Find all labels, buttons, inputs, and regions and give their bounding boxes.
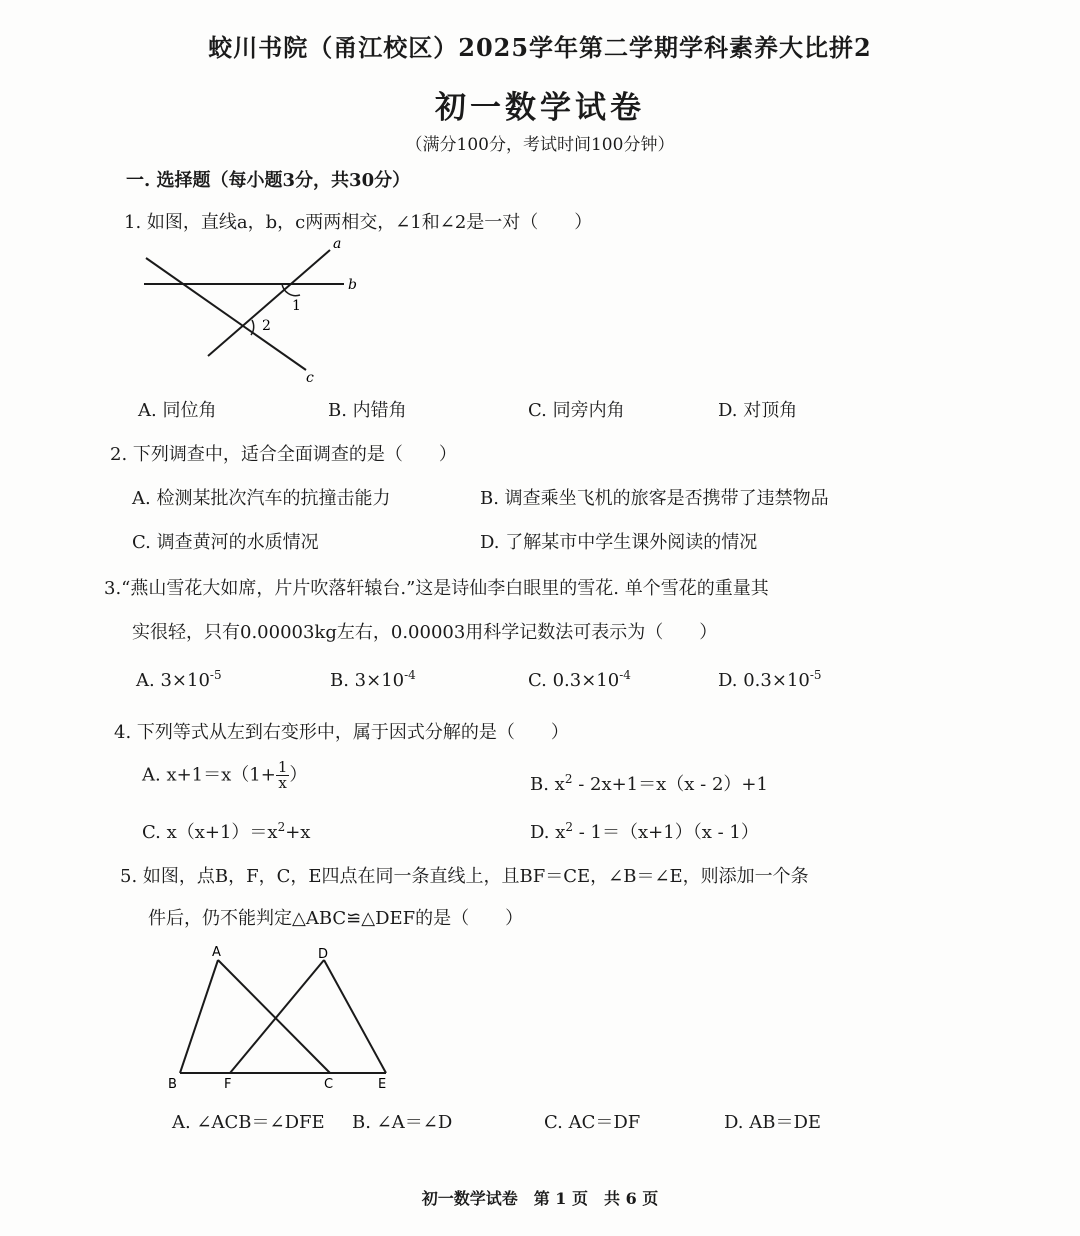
line-a	[208, 250, 330, 356]
segment-DF	[230, 960, 324, 1073]
q3-option-b: B. $3\times 10^{-4}$	[330, 668, 416, 691]
q1-option-a: A. 同位角	[138, 400, 217, 421]
label-C: C	[324, 1077, 334, 1092]
angle-1-arc	[282, 284, 300, 296]
q3-option-d: D. $0.3\times 10^{-5}$	[718, 668, 822, 691]
label-a: a	[333, 236, 342, 252]
q5-line2: 件后，仍不能判定△ABC≌△DEF的是（ ）	[148, 908, 524, 929]
q2-option-c: C. 调查黄河的水质情况	[132, 532, 319, 553]
page-footer: 初一数学试卷 第 1 页 共 6 页	[421, 1189, 659, 1208]
q1-figure	[130, 232, 380, 392]
label-c: c	[306, 370, 314, 386]
q1-option-c: C. 同旁内角	[528, 400, 625, 421]
label-D: D	[318, 947, 329, 962]
q5-line1: 5. 如图，点B，F，C，E四点在同一条直线上，且BF＝CE，∠B＝∠E，则添加一个条	[120, 866, 809, 887]
school-header: 蛟川书院（甬江校区）2025学年第二学期学科素养大比拼2	[208, 33, 872, 62]
fraction-1-over-x: $\frac{1}{x}$	[277, 758, 288, 792]
label-E: E	[378, 1077, 387, 1092]
exam-title: 初一数学试卷	[435, 90, 645, 126]
exam-note: （满分100分，考试时间100分钟）	[405, 135, 675, 155]
q5-option-c: C. AC＝DF	[544, 1112, 641, 1133]
q5-option-a: A. ∠ACB＝∠DFE	[172, 1112, 325, 1133]
q2-stem: 2. 下列调查中，适合全面调查的是（ ）	[110, 444, 457, 465]
label-1: 1	[292, 298, 301, 314]
q3-option-a: A. $3\times 10^{-5}$	[136, 668, 222, 691]
segment-DE	[324, 960, 386, 1073]
q4-option-d: D. $x^2 - 1=(x+1)(x - 1)$	[530, 820, 759, 843]
q4-stem: 4. 下列等式从左到右变形中，属于因式分解的是（ ）	[114, 722, 569, 743]
q4-option-b: B. $x^2 - 2x+1=x(x - 2)+1$	[530, 772, 768, 795]
label-A: A	[212, 945, 221, 960]
q4-option-a: A. x+1＝x（1+ $\frac{1}{x}$ ）	[142, 758, 308, 792]
segment-AC	[218, 960, 330, 1073]
q3-line1: 3.“燕山雪花大如席，片片吹落轩辕台.”这是诗仙李白眼里的雪花. 单个雪花的重量其	[104, 578, 769, 599]
section-heading: 一. 选择题（每小题3分，共30分）	[126, 170, 411, 191]
line-c	[146, 258, 306, 370]
q5-figure	[160, 940, 400, 1100]
q2-option-a: A. 检测某批次汽车的抗撞击能力	[132, 488, 391, 509]
q3-line2: 实很轻，只有0.00003kg左右，0.00003用科学记数法可表示为（ ）	[132, 622, 718, 643]
q4-option-c: C. $x(x+1)=x^2+x$	[142, 820, 311, 843]
segment-AB	[180, 960, 218, 1073]
label-b: b	[348, 277, 357, 293]
q2-option-d: D. 了解某市中学生课外阅读的情况	[480, 532, 758, 553]
q3-option-c: C. $0.3\times 10^{-4}$	[528, 668, 631, 691]
label-2: 2	[262, 318, 271, 334]
label-B: B	[168, 1077, 177, 1092]
q2-option-b: B. 调查乘坐飞机的旅客是否携带了违禁物品	[480, 488, 829, 509]
q1-option-b: B. 内错角	[328, 400, 407, 421]
q5-option-b: B. ∠A＝∠D	[352, 1112, 453, 1133]
q1-option-d: D. 对顶角	[718, 400, 798, 421]
q1-stem: 1. 如图，直线a，b，c两两相交，∠1和∠2是一对（ ）	[124, 212, 593, 233]
q5-option-d: D. AB＝DE	[724, 1112, 822, 1133]
label-F: F	[224, 1077, 232, 1092]
